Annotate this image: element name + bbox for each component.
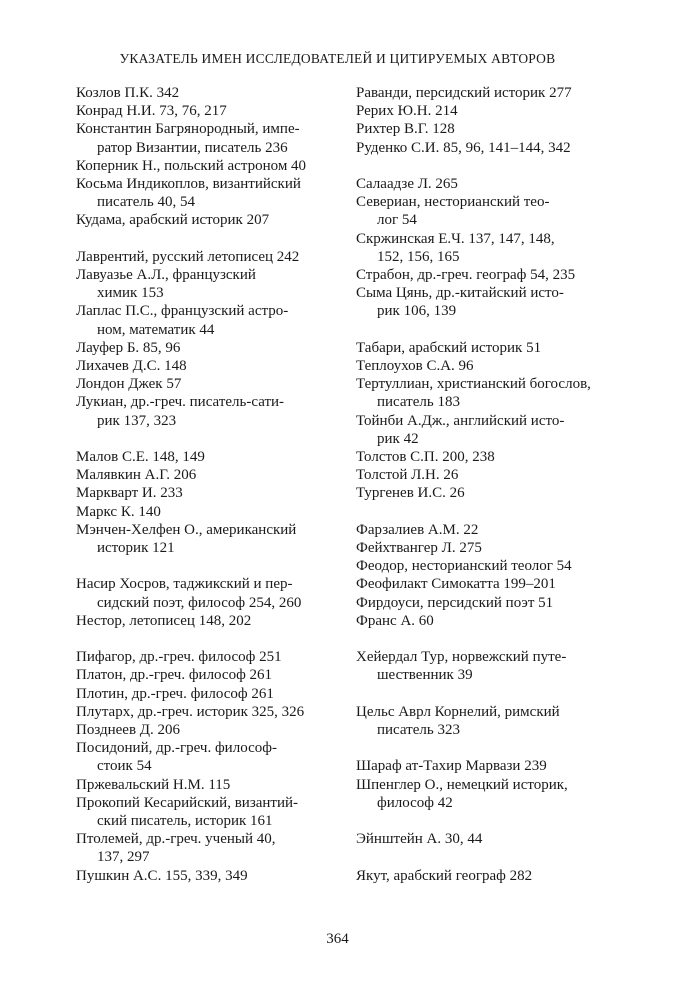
- index-entry: [356, 484, 631, 502]
- index-entry: [76, 466, 351, 484]
- index-entry-line: Мэнчен-Хелфен О., американский: [76, 521, 297, 538]
- index-entry-continuation: писатель 183: [377, 394, 460, 411]
- letter-group-gap: [356, 812, 631, 830]
- index-entry-line: Прокопий Кесарийский, византий-: [76, 794, 299, 811]
- index-entry: [76, 521, 351, 557]
- index-entry: [356, 102, 631, 120]
- letter-group-gap: [356, 630, 631, 648]
- index-entry-continuation: лог 54: [377, 212, 417, 229]
- index-entry: [356, 703, 631, 739]
- index-entry-line: Лукиан, др.-греч. писатель-сати-: [76, 394, 285, 411]
- index-entry: [356, 266, 631, 284]
- letter-group-gap: [76, 557, 351, 575]
- index-entry: [356, 339, 631, 357]
- index-entry-line: Толстой Л.Н. 26: [356, 467, 459, 484]
- letter-group-gap: [76, 630, 351, 648]
- index-entry-line: Косьма Индикоплов, византийский: [76, 176, 301, 193]
- index-entry: [76, 484, 351, 502]
- index-entry-continuation: рик 106, 139: [377, 303, 457, 320]
- index-entry-line: Позднеев Д. 206: [76, 722, 181, 739]
- index-entry-line: Маркс К. 140: [76, 503, 161, 520]
- index-entry: [76, 503, 351, 521]
- index-entry-continuation: историк 121: [97, 540, 175, 557]
- index-entry-line: Сыма Цянь, др.-китайский исто-: [356, 285, 564, 302]
- index-entry-line: Шпенглер О., немецкий историк,: [356, 776, 568, 793]
- index-entry: [76, 84, 351, 102]
- index-entry-line: Фирдоуси, персидский поэт 51: [356, 594, 554, 611]
- letter-group-gap: [356, 321, 631, 339]
- index-entry: [356, 120, 631, 138]
- index-entry-line: Фарзалиев А.М. 22: [356, 521, 479, 538]
- index-entry-line: Лихачев Д.С. 148: [76, 358, 187, 375]
- index-entry-line: Лаврентий, русский летописец 242: [76, 248, 300, 265]
- index-entry: [356, 830, 631, 848]
- index-entry-line: Лауфер Б. 85, 96: [76, 339, 181, 356]
- index-entry: [356, 193, 631, 229]
- index-entry: [76, 393, 351, 429]
- index-entry: [76, 157, 351, 175]
- letter-group-gap: [356, 739, 631, 757]
- index-entry: [356, 139, 631, 157]
- index-entry-line: Толстов С.П. 200, 238: [356, 449, 495, 466]
- index-entry-line: Козлов П.К. 342: [76, 85, 180, 101]
- index-entry-line: Малов С.Е. 148, 149: [76, 449, 205, 466]
- index-entry-line: Скржинская Е.Ч. 137, 147, 148,: [356, 230, 555, 247]
- index-column-right: [356, 84, 631, 885]
- index-entry-line: Константин Багрянородный, импе-: [76, 121, 300, 138]
- index-entry: [76, 357, 351, 375]
- index-entry-continuation: писатель 40, 54: [97, 194, 195, 211]
- index-entry: [356, 175, 631, 193]
- index-entry: [356, 776, 631, 812]
- index-entry: [76, 339, 351, 357]
- index-entry: [356, 594, 631, 612]
- index-entry-continuation: рик 137, 323: [97, 412, 177, 429]
- index-entry-line: Рихтер В.Г. 128: [356, 121, 455, 138]
- index-entry-continuation: ратор Византии, писатель 236: [97, 139, 288, 156]
- index-entry-line: Раванди, персидский историк 277: [356, 85, 572, 101]
- index-entry-line: Лавуазье А.Л., французский: [76, 267, 256, 284]
- index-entry-line: Птолемей, др.-греч. ученый 40,: [76, 831, 276, 848]
- index-entry: [356, 84, 631, 102]
- index-entry: [76, 830, 351, 866]
- index-entry: [356, 357, 631, 375]
- index-entry-line: Нестор, летописец 148, 202: [76, 612, 252, 629]
- index-entry-continuation: шественник 39: [377, 667, 473, 684]
- index-entry: [76, 102, 351, 120]
- letter-group-gap: [356, 503, 631, 521]
- index-entry: [76, 721, 351, 739]
- index-entry-line: Фейхтвангер Л. 275: [356, 540, 482, 557]
- index-entry: [356, 521, 631, 539]
- index-entry: [76, 120, 351, 156]
- letter-group-gap: [356, 685, 631, 703]
- index-entry-line: Якут, арабский географ 282: [356, 867, 533, 884]
- index-entry: [76, 703, 351, 721]
- index-entry: [356, 757, 631, 775]
- index-entry-line: Лаплас П.С., французский астро-: [76, 303, 289, 320]
- index-entry: [356, 575, 631, 593]
- index-entry-line: Платон, др.-греч. философ 261: [76, 667, 273, 684]
- index-entry-line: Салаадзе Л. 265: [356, 176, 458, 192]
- index-entry: [76, 248, 351, 266]
- index-entry: [76, 739, 351, 775]
- index-entry-line: Насир Хосров, таджикский и пер-: [76, 576, 293, 593]
- index-entry: [356, 448, 631, 466]
- index-entry: [356, 557, 631, 575]
- index-entry-line: Теплоухов С.А. 96: [356, 358, 474, 375]
- index-entry: [76, 867, 351, 885]
- index-entry: [76, 575, 351, 611]
- index-entry-line: Эйнштейн А. 30, 44: [356, 831, 483, 848]
- index-entry: [356, 412, 631, 448]
- letter-group-gap: [356, 848, 631, 866]
- index-entry-continuation: химик 153: [97, 285, 164, 302]
- index-entry: [76, 448, 351, 466]
- letter-group-gap: [76, 430, 351, 448]
- index-entry-line: Страбон, др.-греч. географ 54, 235: [356, 267, 576, 284]
- index-entry-line: Конрад Н.И. 73, 76, 217: [76, 103, 227, 120]
- index-entry: [356, 867, 631, 885]
- index-entry-line: Феофилакт Симокатта 199–201: [356, 576, 556, 593]
- index-entry: [76, 648, 351, 666]
- index-entry: [76, 211, 351, 229]
- index-entry-line: Севериан, несторианский тео-: [356, 194, 550, 211]
- index-entry-line: Хейердал Тур, норвежский путе-: [356, 649, 567, 666]
- index-entry: [76, 612, 351, 630]
- index-entry-continuation: ский писатель, историк 161: [97, 813, 273, 830]
- index-entry-line: Цельс Аврл Корнелий, римский: [356, 703, 560, 720]
- index-entry-line: Плутарх, др.-греч. историк 325, 326: [76, 703, 305, 720]
- index-entry-line: Тертуллиан, христианский богослов,: [356, 376, 591, 393]
- index-entry: [76, 266, 351, 302]
- index-entry: [76, 302, 351, 338]
- index-entry-line: Плотин, др.-греч. философ 261: [76, 685, 274, 702]
- running-header: УКАЗАТЕЛЬ ИМЕН ИССЛЕДОВАТЕЛЕЙ И ЦИТИРУЕМЫХ АВТОРОВ: [119, 51, 556, 66]
- index-entry-line: Маркварт И. 233: [76, 485, 183, 502]
- index-entry-line: Пржевальский Н.М. 115: [76, 776, 231, 793]
- index-entry: [356, 375, 631, 411]
- index-entry: [76, 685, 351, 703]
- index-entry: [76, 175, 351, 211]
- index-entry-line: Лондон Джек 57: [76, 376, 182, 393]
- index-entry-line: Коперник Н., польский астроном 40: [76, 157, 307, 174]
- index-entry-line: Рерих Ю.Н. 214: [356, 103, 458, 120]
- index-entry: [76, 794, 351, 830]
- index-entry-line: Табари, арабский историк 51: [356, 339, 542, 356]
- index-entry-line: Пушкин А.С. 155, 339, 349: [76, 867, 248, 884]
- index-entry-line: Шараф ат-Тахир Марвази 239: [356, 758, 547, 775]
- index-entry: [356, 284, 631, 320]
- index-entry-continuation: ном, математик 44: [97, 321, 215, 338]
- index-entry: [356, 539, 631, 557]
- index-entry-line: Пифагор, др.-греч. философ 251: [76, 649, 282, 666]
- index-entry: [356, 466, 631, 484]
- index-entry-continuation: 152, 156, 165: [377, 248, 460, 265]
- index-entry-line: Руденко С.И. 85, 96, 141–144, 342: [356, 139, 571, 156]
- index-entry-line: Тургенев И.С. 26: [356, 485, 465, 502]
- index-entry-line: Феодор, несторианский теолог 54: [356, 558, 572, 575]
- index-entry-line: Кудама, арабский историк 207: [76, 212, 270, 229]
- index-entry-continuation: философ 42: [377, 794, 453, 811]
- index-entry-continuation: писатель 323: [377, 722, 460, 739]
- page-number: 364: [326, 931, 349, 947]
- index-entry-continuation: стоик 54: [97, 758, 152, 775]
- index-column-left: [76, 84, 351, 885]
- index-entry-line: Тойнби А.Дж., английский исто-: [356, 412, 565, 429]
- index-entry: [76, 776, 351, 794]
- index-entry-line: Франс А. 60: [356, 612, 434, 629]
- index-entry-continuation: сидский поэт, философ 254, 260: [97, 594, 302, 611]
- index-entry-line: Малявкин А.Г. 206: [76, 467, 197, 484]
- index-entry: [356, 648, 631, 684]
- index-entry-continuation: рик 42: [377, 430, 419, 447]
- index-entry: [76, 666, 351, 684]
- index-entry: [76, 375, 351, 393]
- index-entry-continuation: 137, 297: [97, 849, 150, 866]
- index-entry: [356, 612, 631, 630]
- index-entry-line: Посидоний, др.-греч. философ-: [76, 740, 277, 757]
- letter-group-gap: [356, 157, 631, 175]
- letter-group-gap: [76, 230, 351, 248]
- index-entry: [356, 230, 631, 266]
